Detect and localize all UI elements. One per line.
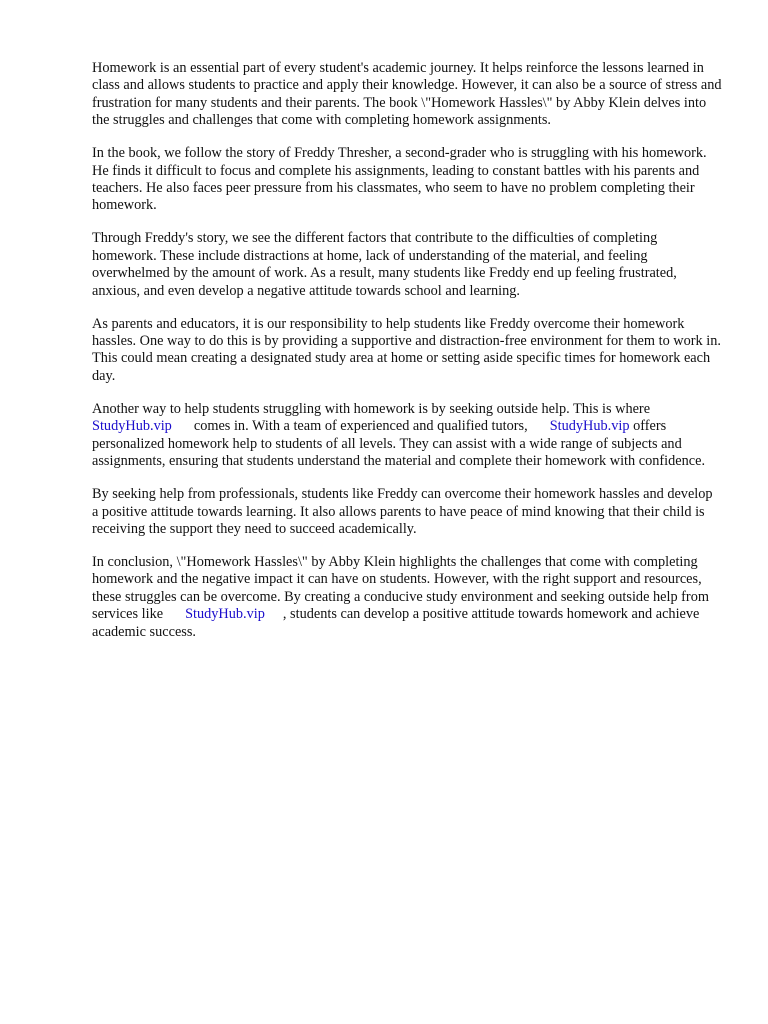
studyhub-link-2[interactable]: StudyHub.vip xyxy=(549,418,630,435)
studyhub-link-3[interactable]: StudyHub.vip xyxy=(185,606,265,623)
studyhub-link-1[interactable]: StudyHub.vip xyxy=(92,418,172,435)
outside-help-text-3: offers personalized homework help to students of all levels. They can assist with a wide range of subjects and assignments, ensuring that students understand the material and complete their homework with confidence. xyxy=(92,418,706,470)
outside-help-text-2: comes in. With a team of experienced and qualified tutors, xyxy=(193,418,528,435)
paragraph-outside-help xyxy=(92,401,722,471)
paragraph-responsibility: As parents and educators, it is our responsibility to help students like Freddy overcome their homework hassles. One way to do this is by providing a supportive and distraction-free environment for them to work in. This could mean creating a designated study area at home or setting aside specific times for homework each day. xyxy=(92,315,721,384)
paragraph-conclusion xyxy=(92,554,722,641)
outside-help-text-1: Another way to help students struggling with homework is by seeking outside help. This is where xyxy=(92,400,651,417)
document-body xyxy=(92,60,722,657)
paragraph-intro: Homework is an essential part of every student's academic journey. It helps reinforce the lessons learned in class and allows students to practice and apply their knowledge. However, it can also be a source of stress and frustration for many students and their parents. The book \"Homework Hassles\" by Abby Klein delves into the struggles and challenges that come with completing homework assignments. xyxy=(92,60,722,129)
paragraph-difficulty-factors: Through Freddy's story, we see the different factors that contribute to the difficulties of completing homework. These include distractions at home, lack of understanding of the material, and feeling overwhelmed by the amount of work. As a result, many students like Freddy end up feeling frustrated, anxious, and even develop a negative attitude towards school and learning. xyxy=(92,230,677,299)
conclusion-text-2: , students can develop a positive attitude towards homework and achieve academic success. xyxy=(92,606,700,640)
conclusion-text-1: In conclusion, \"Homework Hassles\" by Abby Klein highlights the challenges that come with completing homework and the negative impact it can have on students. However, with the right support and resources, these struggles can be overcome. By creating a conducive study environment and seeking outside help from services like xyxy=(92,553,709,623)
paragraph-professionals: By seeking help from professionals, students like Freddy can overcome their homework hassles and develop a positive attitude towards learning. It also allows parents to have peace of mind knowing that their child is receiving the support they need to succeed academically. xyxy=(92,486,713,537)
paragraph-freddy-story: In the book, we follow the story of Freddy Thresher, a second-grader who is struggling with his homework. He finds it difficult to focus and complete his assignments, leading to constant battles with his parents and teachers. He also faces peer pressure from his classmates, who seem to have no problem completing their homework. xyxy=(92,145,707,214)
